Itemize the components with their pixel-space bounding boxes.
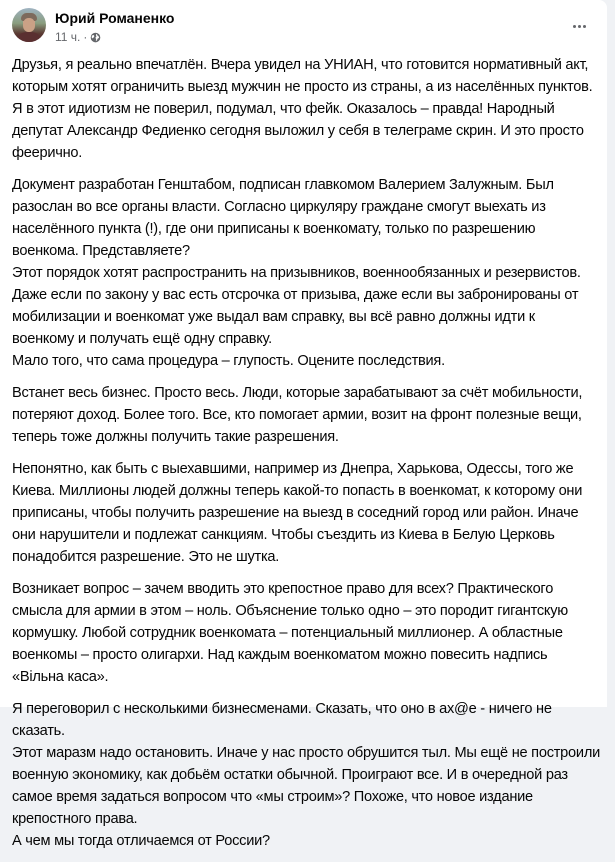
post-text-line: приписаны, чтобы получить разрешение на выезд в соседний город или район. Иначе [12, 505, 579, 521]
post-text-line: они нарушители и подлежат санкциям. Чтобы съездить из Киева в Белую Церковь [12, 527, 555, 543]
post-text-line: Документ разработан Генштабом, подписан главкомом Валерием Залужным. Был [12, 177, 554, 193]
avatar-body [15, 32, 43, 42]
post-text-line: населённого пункта (!), где они приписаны к военкомату, только по разрешению [12, 221, 536, 237]
post-text-line: Мало того, что сама процедура – глупость. Оцените последствия. [12, 353, 445, 369]
post-text-line: Друзья, я реально впечатлён. Вчера увидел на УНИАН, что готовится нормативный акт, [12, 57, 589, 73]
post-meta [55, 30, 101, 44]
post-header [0, 0, 607, 52]
post-text-line: понадобится разрешение. Это не шутка. [12, 549, 280, 565]
author-avatar[interactable] [12, 8, 46, 42]
post-text-line: сказать. [12, 723, 65, 739]
post-paragraph [12, 54, 607, 164]
meta-separator: · [83, 30, 88, 44]
post-text-line: Киева. Миллионы людей должны теперь какой-то попасть в военкомат, к которому они [12, 483, 583, 499]
post-text-line: феерично. [12, 145, 83, 161]
post-text-line: Даже если по закону у вас есть отсрочка от призыва, даже если вы забронированы от [12, 287, 579, 303]
post-text-line: смысла для армии в этом – ноль. Объяснение только одно – это породит гигантскую [12, 603, 568, 619]
post-text-line: потеряют доход. Более того. Все, кто помогает армии, возит на фронт полезные вещи, [12, 407, 582, 423]
post-text-line: самое время задаться вопросом что «мы строим»? Похоже, что новое издание [12, 789, 533, 805]
post-text-line: мобилизации и военкомат уже выдал вам справку, вы всё равно должны идти к [12, 309, 535, 325]
post-text-line: «Вільна каса». [12, 669, 109, 685]
post-text-line: разослан во все органы власти. Согласно циркуляру граждане смогут выехать из [12, 199, 546, 215]
post-text-line: кормушку. Любой сотрудник военкомата – потенциальный миллионер. А областные [12, 625, 563, 641]
post-text-line: Я переговорил с несколькими бизнесменами. Сказать, что оно в ах@е - ничего не [12, 701, 552, 717]
post-text-line: Встанет весь бизнес. Просто весь. Люди, которые зарабатывают за счёт мобильности, [12, 385, 583, 401]
post-paragraph [12, 698, 607, 852]
post-paragraph [12, 578, 607, 688]
more-dot [583, 25, 586, 28]
post-text-line: крепостного права. [12, 811, 138, 827]
post-text-line: Этот порядок хотят распространить на призывников, военнообязанных и резервистов. [12, 265, 581, 281]
more-options-icon[interactable] [567, 18, 591, 34]
author-name[interactable]: Юрий Романенко [55, 10, 175, 26]
post-text-line: Этот маразм надо остановить. Иначе у нас просто обрушится тыл. Мы ещё не построили [12, 745, 600, 761]
post-text-line: депутат Александр Федиенко сегодня выложил у себя в телеграме скрин. И это просто [12, 123, 584, 139]
post-timestamp[interactable]: 11 ч. [55, 30, 81, 44]
globe-icon[interactable] [90, 32, 101, 43]
post-paragraph [12, 458, 607, 568]
post-text-line: теперь тоже должны получить такие разрешения. [12, 429, 339, 445]
post-paragraph [12, 174, 607, 372]
more-dot [573, 25, 576, 28]
post-text-line: которым хотят ограничить выезд мужчин не просто из страны, а из населённых пунктов. [12, 79, 593, 95]
post-text-line: Возникает вопрос – зачем вводить это крепостное право для всех? Практического [12, 581, 554, 597]
more-dot [578, 25, 581, 28]
post-text-line: Непонятно, как быть с выехавшими, например из Днепра, Харькова, Одессы, того же [12, 461, 574, 477]
post-paragraph [12, 382, 607, 448]
post-text-line: Я в этот идиотизм не поверил, подумал, что фейк. Оказалось – правда! Народный [12, 101, 555, 117]
post-text-line: военную экономику, как добьём остатки обычной. Проиграют все. И в очередной раз [12, 767, 568, 783]
avatar-face [23, 18, 35, 32]
post-text-line: военкомы – просто олигархи. Над каждым военкоматом можно повесить надпись [12, 647, 548, 663]
post-text [12, 54, 607, 862]
post-text-line: А чем мы тогда отличаемся от России? [12, 833, 270, 849]
post-text-line: военкома. Представляете? [12, 243, 190, 259]
post-text-line: военкому и получать ещё одну справку. [12, 331, 272, 347]
